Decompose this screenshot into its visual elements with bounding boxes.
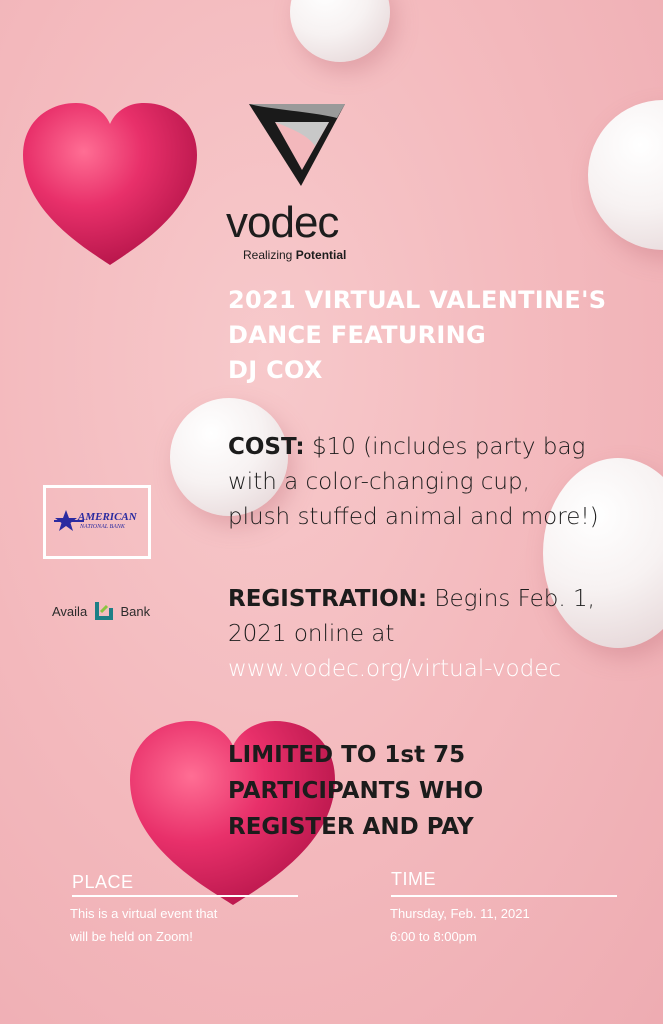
title-line-3: DJ COX xyxy=(228,356,323,384)
availa-mark-icon xyxy=(93,600,115,625)
cost-label: COST: xyxy=(228,434,305,460)
registration-line-2: 2021 online at xyxy=(228,621,395,647)
white-ball-top xyxy=(290,0,390,62)
time-heading: TIME xyxy=(391,869,436,889)
limited-line-2: PARTICIPANTS WHO xyxy=(228,778,484,804)
vodec-logo-icon xyxy=(245,100,349,190)
availa-left-text: Availa xyxy=(52,603,88,619)
availa-right-text: Bank xyxy=(120,603,151,619)
white-ball-right-top xyxy=(588,100,663,250)
limited-line-1: LIMITED TO 1st 75 xyxy=(228,742,466,768)
title-line-1: 2021 VIRTUAL VALENTINE'S xyxy=(228,286,607,314)
cost-line-1: $10 (includes party bag xyxy=(304,434,586,460)
cost-line-3: plush stuffed animal and more!) xyxy=(228,504,599,530)
registration-block xyxy=(228,582,595,687)
time-details xyxy=(390,902,530,948)
place-details xyxy=(70,902,217,948)
american-national-bank-logo xyxy=(54,508,150,536)
cost-block xyxy=(228,430,599,535)
place-divider xyxy=(72,895,298,897)
title-line-2: DANCE FEATURING xyxy=(228,321,486,349)
limited-line-3: REGISTER AND PAY xyxy=(228,814,474,840)
cost-line-2: with a color-changing cup, xyxy=(228,469,530,495)
tagline-bold: Potential xyxy=(295,248,347,262)
registration-link[interactable]: www.vodec.org/virtual-vodec xyxy=(228,656,561,682)
registration-label: REGISTRATION: xyxy=(228,586,428,612)
place-line-2: will be held on Zoom! xyxy=(70,929,193,944)
place-line-1: This is a virtual event that xyxy=(70,906,218,921)
tagline-prefix: Realizing xyxy=(243,248,296,262)
limited-notice xyxy=(228,737,483,845)
availa-bank-logo xyxy=(52,600,150,625)
place-heading: PLACE xyxy=(72,872,134,892)
event-title xyxy=(228,283,648,388)
anb-line-1: AMERICAN xyxy=(78,511,137,523)
time-line-1: Thursday, Feb. 11, 2021 xyxy=(390,906,530,921)
registration-line-1: Begins Feb. 1, xyxy=(427,586,595,612)
time-line-2: 6:00 to 8:00pm xyxy=(390,929,477,944)
heart-icon-top-left xyxy=(18,100,202,268)
time-divider xyxy=(391,895,617,897)
anb-line-2: NATIONAL BANK xyxy=(80,524,125,530)
brand-tagline xyxy=(243,248,346,262)
brand-name: vodec xyxy=(226,198,339,247)
